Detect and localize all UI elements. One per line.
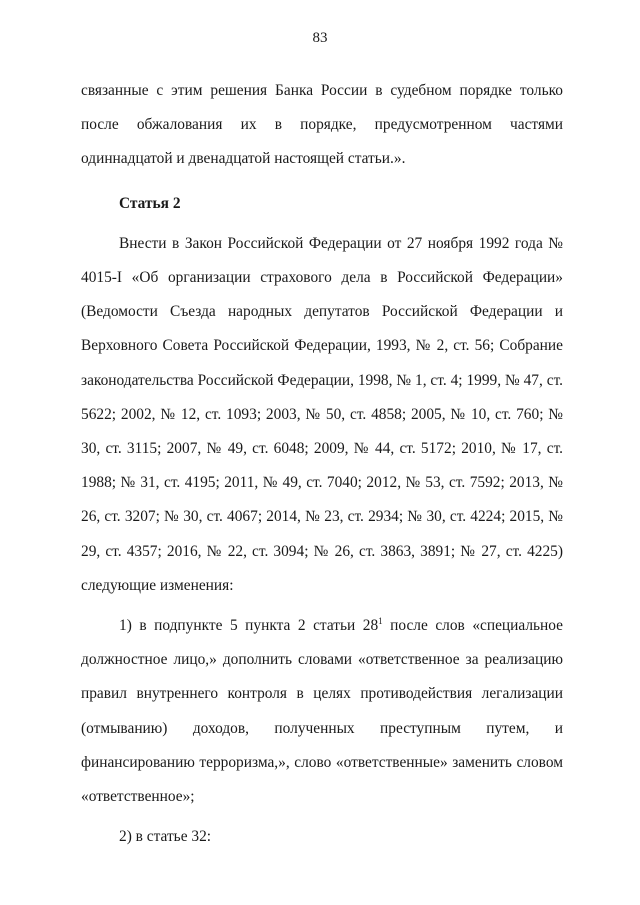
page-number: 83 <box>312 30 328 46</box>
article-heading: Статья 2 <box>119 194 181 212</box>
document-body <box>81 74 563 854</box>
paragraph-item-2: 2) в статье 32: <box>119 828 212 846</box>
superscript-number: 1 <box>378 615 383 626</box>
paragraph-amendment-intro: Внести в Закон Российской Федерации от 27 ноября 1992 года № 4015-I «Об организации страхового дела в Российской Федерации» (Ведомости Съезда народных депутатов Российской Федерации и Верховного Совета Российской Федерации, 1993, № 2, ст. 56; Собрание законодательства Российской Федерации, 1998, № 1, ст. 4; 1999, № 47, ст. 5622; 2002, № 12, ст. 1093; 2003, № 50, ст. 4858; 2005, № 10, ст. 760; № 30, ст. 3115; 2007, № 49, ст. 6048; 2009, № 44, ст. 5172; 2010, № 17, ст. 1988; № 31, ст. 4195; 2011, № 49, ст. 7040; 2012, № 53, ст. 7592; 2013, № 26, ст. 3207; № 30, ст. 4067; 2014, № 23, ст. 2934; № 30, ст. 4224; 2015, № 29, ст. 4357; 2016, № 22, ст. 3094; № 26, ст. 3863, 3891; № 27, ст. 4225) следующие изменения: <box>81 234 563 594</box>
paragraph-continuation: связанные с этим решения Банка России в судебном порядке только после обжалования их в порядке, предусмотренном частями одиннадцатой и двенадцатой настоящей статьи.». <box>81 82 563 168</box>
item-1-text-end: после слов «специальное должностное лицо,» дополнить словами «ответственное за реализацию правил внутреннего контроля в целях противодействия легализации (отмыванию) доходов, полученных преступным путем, и финансированию терроризма,», слово «ответственные» заменить словом «ответственное»; <box>81 617 563 806</box>
item-1-text-start: 1) в подпункте 5 пункта 2 статьи 28 <box>119 617 379 635</box>
paragraph-item-1 <box>81 609 563 814</box>
